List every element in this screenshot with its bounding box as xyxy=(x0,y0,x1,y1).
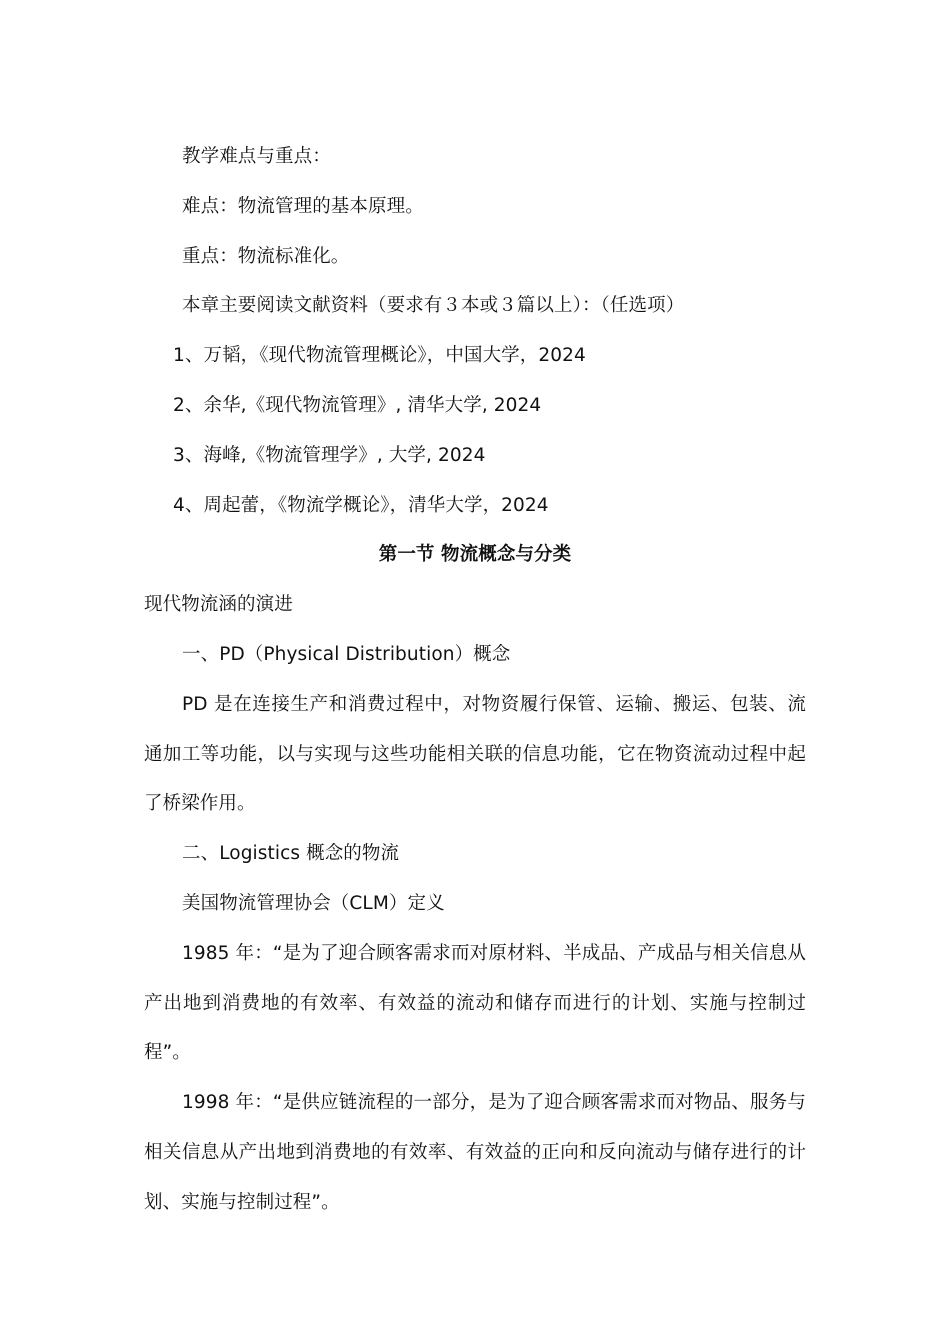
pd-paragraph: PD 是在连接生产和消费过程中，对物资履行保管、运输、搬运、包装、流通加工等功能，以与实现与这些功能相关联的信息功能，它在物资流动过程中起了桥梁作用。 xyxy=(144,693,806,815)
definition-1998: 1998 年：“是供应链流程的一部分，是为了迎合顾客需求而对物品、服务与相关信息从产出地到消费地的有效率、有效益的正向和反向流动与储存进行的计划、实施与控制过程”。 xyxy=(144,1092,806,1213)
key-point-line: 重点：物流标准化。 xyxy=(182,245,350,267)
reference-item: 2、余华,《现代物流管理》, 清华大学, 2024 xyxy=(173,394,542,416)
document-body xyxy=(144,132,806,1228)
difficulties-title: 教学难点与重点： xyxy=(182,146,331,167)
reference-item: 3、海峰,《物流管理学》, 大学, 2024 xyxy=(173,444,486,466)
difficulty-line: 难点：物流管理的基本原理。 xyxy=(182,195,424,217)
logistics-heading: 二、Logistics 概念的物流 xyxy=(182,843,400,865)
readings-title: 本章主要阅读文献资料（要求有３本或３篇以上）：（任选项） xyxy=(182,295,685,317)
definition-1985: 1985 年：“是为了迎合顾客需求而对原材料、半成品、产成品与相关信息从产出地到消费地的有效率、有效益的流动和储存而进行的计划、实施与控制过程”。 xyxy=(144,942,806,1064)
reference-item: 1、万韬，《现代物流管理概论》，中国大学，2024 xyxy=(173,345,586,367)
pd-heading: 一、PD（Physical Distribution）概念 xyxy=(182,643,511,665)
reference-item: 4、周起蕾，《物流学概论》，清华大学，2024 xyxy=(173,494,549,516)
clm-definition-title: 美国物流管理协会（CLM）定义 xyxy=(182,892,445,914)
subsection-title: 现代物流涵的演进 xyxy=(144,594,293,616)
section-heading: 第一节 物流概念与分类 xyxy=(378,544,572,566)
